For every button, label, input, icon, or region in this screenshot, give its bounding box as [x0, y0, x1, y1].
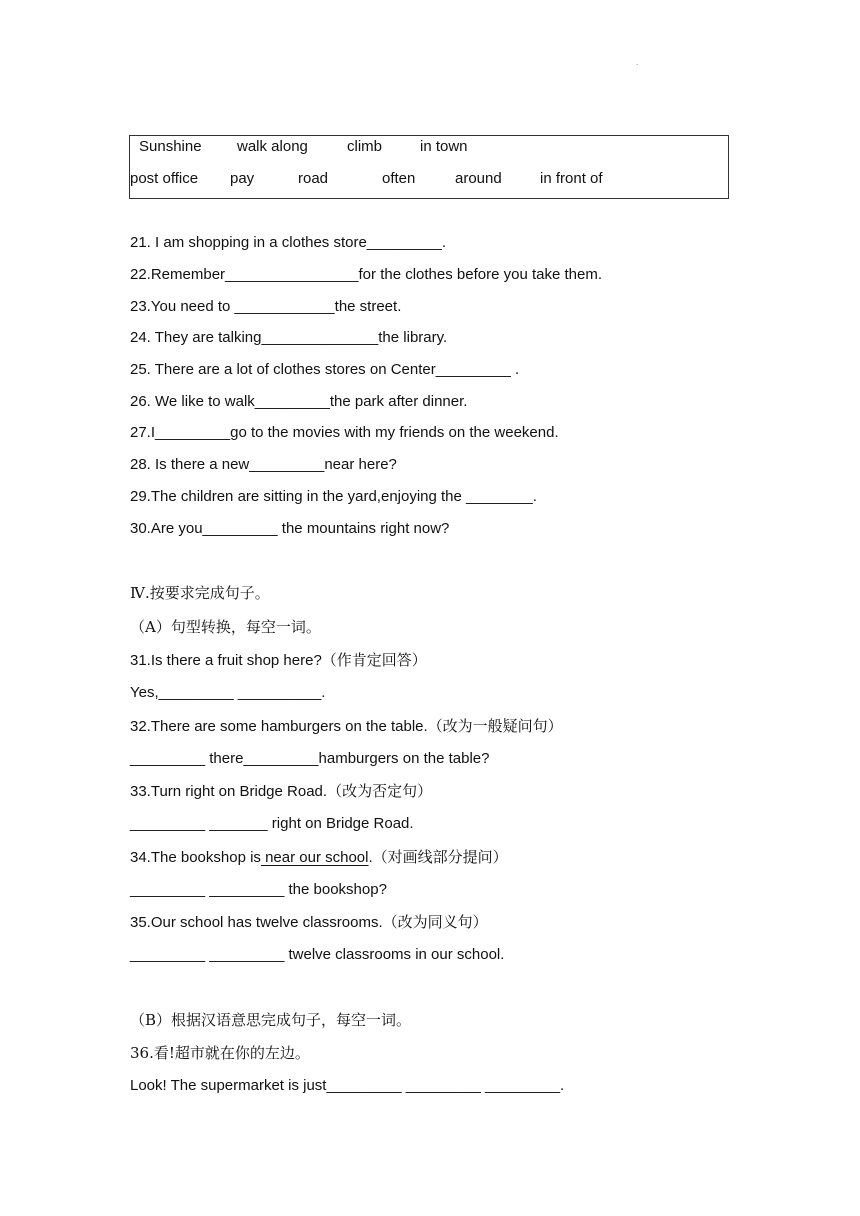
question-32: [130, 716, 563, 737]
question-31: [130, 650, 427, 671]
question-29: 29.The children are sitting in the yard,enjoying the ________.: [130, 488, 537, 505]
word-bank-item: climb: [347, 138, 383, 155]
question-34: [130, 847, 508, 868]
question-36-chinese: 36.看!超市就在你的左边。: [130, 1044, 310, 1062]
question-34-prompt: 34.The bookshop is: [130, 849, 261, 866]
word-bank-item: in front of: [540, 170, 603, 187]
word-bank-item: in town: [420, 138, 468, 155]
word-bank-item: pay: [230, 170, 255, 187]
question-34-underlined-part: near our school: [260, 849, 369, 866]
word-bank-item: walk along: [237, 138, 308, 155]
answer-34: _________ _________ the bookshop?: [130, 881, 387, 898]
section-iv-title: Ⅳ.按要求完成句子。: [130, 584, 270, 602]
question-32-prompt: 32.There are some hamburgers on the table.: [130, 718, 428, 735]
answer-32: _________ there_________hamburgers on the table?: [130, 750, 490, 767]
word-bank-item: post office: [130, 170, 199, 187]
part-b-title: （B）根据汉语意思完成句子，每空一词。: [130, 1011, 412, 1029]
question-25: 25. There are a lot of clothes stores on Center_________ .: [130, 361, 520, 378]
question-35-prompt: 35.Our school has twelve classrooms.: [130, 914, 383, 931]
question-24: 24. They are talking______________the library.: [130, 329, 448, 346]
answer-35: _________ _________ twelve classrooms in our school.: [130, 946, 505, 963]
question-27: 27.I_________go to the movies with my friends on the weekend.: [130, 424, 559, 441]
word-bank-box: [129, 135, 729, 199]
answer-36: Look! The supermarket is just_________ _________ _________.: [130, 1077, 565, 1094]
question-34-note: （对画线部分提问）: [372, 848, 508, 866]
question-28: 28. Is there a new_________near here?: [130, 456, 397, 473]
word-bank-item: often: [382, 170, 416, 187]
question-34-period: .: [368, 849, 373, 866]
corner-mark: .: [636, 58, 639, 67]
answer-33: _________ _______ right on Bridge Road.: [130, 815, 414, 832]
question-21: 21. I am shopping in a clothes store_________.: [130, 234, 447, 251]
question-35: [130, 912, 488, 933]
question-33-note: （改为否定句）: [327, 782, 433, 800]
part-a-title: （A）句型转换，每空一词。: [130, 618, 321, 636]
word-bank-item: around: [455, 170, 502, 187]
question-23: 23.You need to ____________the street.: [130, 298, 402, 315]
question-32-note: （改为一般疑问句）: [427, 717, 563, 735]
word-bank-item: road: [298, 170, 329, 187]
word-bank-item: Sunshine: [139, 138, 202, 155]
question-22: 22.Remember________________for the clothes before you take them.: [130, 266, 602, 283]
question-30: 30.Are you_________ the mountains right now?: [130, 520, 450, 537]
question-31-note: （作肯定回答）: [321, 651, 427, 669]
answer-31: Yes,_________ __________.: [130, 684, 326, 701]
question-33-prompt: 33.Turn right on Bridge Road.: [130, 783, 328, 800]
question-33: [130, 781, 432, 802]
question-31-prompt: 31.Is there a fruit shop here?: [130, 652, 322, 669]
question-35-note: （改为同义句）: [382, 913, 488, 931]
question-26: 26. We like to walk_________the park after dinner.: [130, 393, 468, 410]
